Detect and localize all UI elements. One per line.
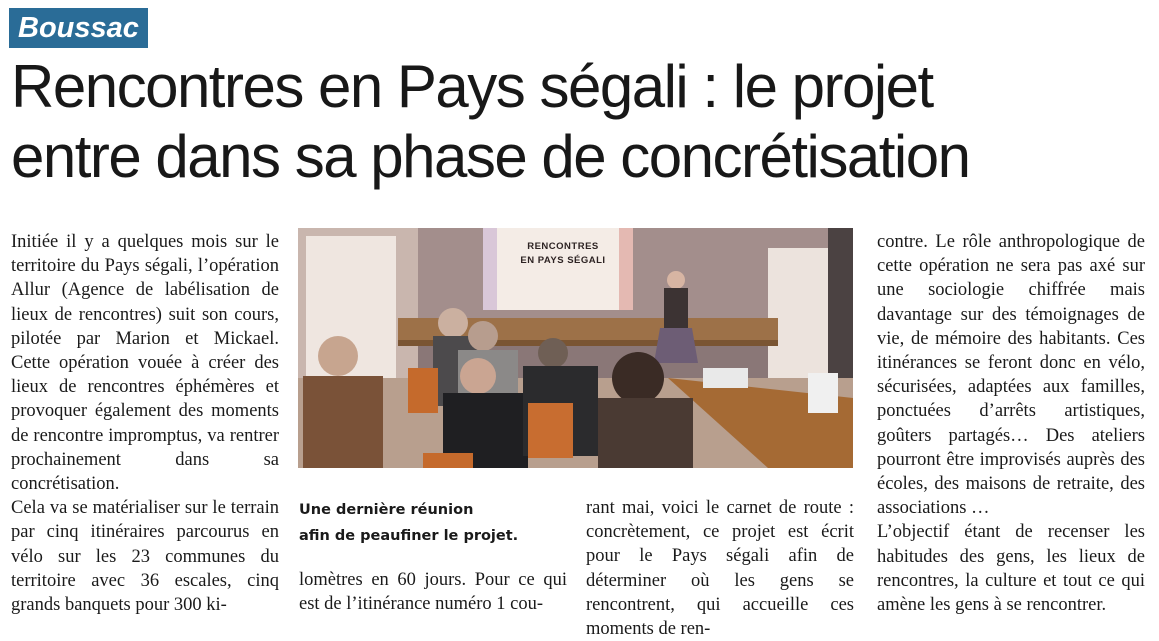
- meeting-photo: [298, 228, 853, 468]
- headline-line-1: Rencontres en Pays ségali : le projet: [11, 53, 933, 120]
- article-column-3: [586, 496, 854, 641]
- headline-line-2: entre dans sa phase de concrétisation: [11, 123, 970, 190]
- paragraph: Initiée il y a quelques mois sur le territoire du Pays ségali, l’opération Allur (Agence de labélisation de lieux de rencontres) suit son cours, pilotée par Marion et Mickael. Cette opération vouée à créer des lieux de rencontres éphémères et provoquer également des moments de rencontre impromptus, va rentrer prochainement dans sa concrétisation.: [11, 232, 279, 495]
- photo-caption: [299, 497, 569, 549]
- article-column-2: [299, 568, 567, 616]
- section-kicker: Boussac: [9, 8, 148, 48]
- paragraph: L’objectif étant de recenser les habitudes des gens, les lieux de rencontres, la culture et tout ce qui amène les gens à se rencontrer.: [877, 522, 1145, 616]
- paragraph: lomètres en 60 jours. Pour ce qui est de l’itinérance numéro 1 cou-: [299, 570, 567, 615]
- paragraph: Cela va se matérialiser sur le terrain par cinq itinéraires parcourus en vélo sur les 23 communes du territoire avec 36 escales, cinq grands banquets pour 300 ki-: [11, 498, 279, 616]
- screen-line-2: EN PAYS SÉGALI: [520, 255, 606, 266]
- article-column-4: [877, 230, 1145, 617]
- screen-line-1: RENCONTRES: [527, 241, 599, 252]
- screen-title: [508, 240, 618, 268]
- paragraph: rant mai, voici le carnet de route : concrètement, ce projet est écrit pour le Pays ségali afin de déterminer où les gens se rencontrent, qui accueille ces moments de ren-: [586, 498, 854, 640]
- caption-line-1: Une dernière réunion: [299, 502, 474, 518]
- article-column-1: [11, 230, 279, 617]
- headline: [11, 52, 1151, 192]
- caption-line-2: afin de peaufiner le projet.: [299, 528, 519, 544]
- paragraph: contre. Le rôle anthropologique de cette opération ne sera pas axé sur une sociologie chiffrée mais davantage sur des témoignages de vie, de mémoire des habitants. Ces itinérances se feront donc en vélo, sécurisées, adaptées aux familles, ponctuées d’arrêts artistiques, goûters partagés… Des ateliers pourront être improvisés auprès des écoles, des maisons de retraite, des associations …: [877, 232, 1145, 519]
